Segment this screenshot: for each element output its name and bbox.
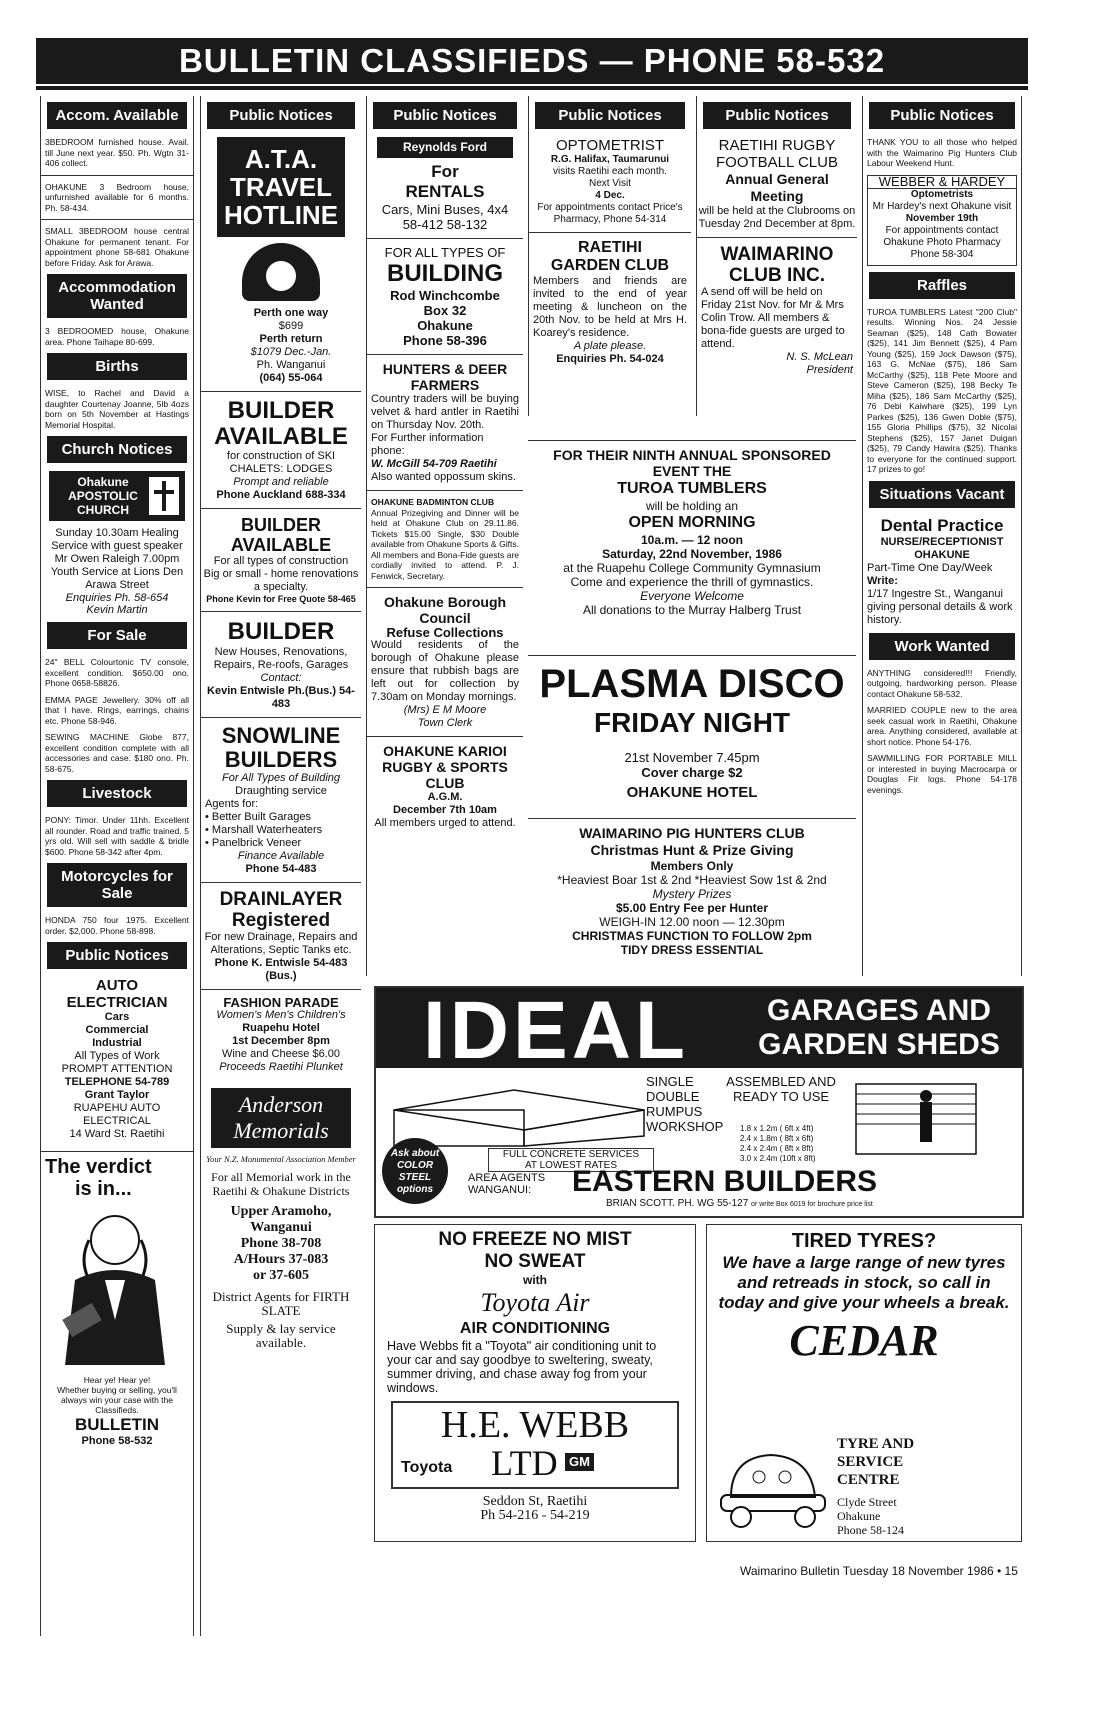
header-work-wanted: Work Wanted [869, 633, 1015, 660]
ad-accom-wanted: 3 BEDROOMED house, Ohakune area. Phone Taihape 80-699. [45, 326, 189, 347]
pig-line-7: WEIGH-IN 12.00 noon — 12.30pm [599, 915, 785, 929]
op-line-3: visits Raetihi each month. [553, 166, 667, 177]
hunters-ad [367, 361, 523, 484]
turoa-line-5: 10a.m. — 12 noon [640, 533, 744, 547]
ideal-workshop: WORKSHOP [646, 1119, 724, 1134]
webb-toyota: Toyota [401, 1459, 453, 1476]
ata-p2: $699 [278, 320, 304, 332]
hd-line-2: Country traders will be buying velvet & hard antler in Raetihi on Thursday Nov. 20th. [371, 393, 519, 431]
op-line-2: R.G. Halifax, Taumarunui [550, 154, 670, 165]
dp-line-6: 1/17 Ingestre St., Wanganui giving personal details & work history. [867, 587, 1013, 626]
rr-title: RAETIHI RUGBY FOOTBALL CLUB [716, 137, 838, 171]
ae-line-5: Industrial [92, 1037, 142, 1049]
wh-line-5: For appointments contact Ohakune Photo Pharmacy Phone 58-304 [883, 224, 1001, 260]
fp-line-2: Women's Men's Children's [216, 1009, 346, 1021]
ad-sale-3: SEWING MACHINE Globe 877, excellent condition complete with all accessories and case. $180 ono. Ph. 58-675. [45, 732, 189, 774]
ata-prices [221, 307, 361, 385]
header-situations-vacant: Situations Vacant [869, 481, 1015, 508]
sn-line-7: • Marshall Waterheaters [205, 824, 323, 836]
wh-line-4: November 19th [905, 212, 979, 224]
fashion-ad [201, 996, 361, 1074]
dp-line-4: Part-Time One Day/Week [867, 561, 993, 574]
pig-line-3: Members Only [650, 859, 734, 873]
fp-line-4: 1st December 8pm [232, 1035, 330, 1047]
turoa-ad [528, 440, 856, 617]
rf-line-2: For [431, 162, 459, 181]
b1-title-2: AVAILABLE [214, 423, 348, 450]
turoa-line-4: OPEN MORNING [628, 514, 756, 531]
size-3: 2.4 x 2.4m ( 8ft x 8ft) [740, 1144, 814, 1153]
area-agents: AREA AGENTS WANGANUI: [468, 1172, 546, 1196]
size-1: 1.8 x 1.2m ( 6ft x 4ft) [740, 1124, 814, 1133]
wc-sign-2: President [806, 364, 853, 376]
op-line-6: For appointments contact Price's Pharmacy, Phone 54-314 [537, 202, 683, 225]
plasma-ad [528, 655, 856, 801]
plasma-line-5: OHAKUNE HOTEL [626, 784, 758, 801]
sn-title-2: BUILDERS [224, 747, 338, 772]
column-5 [696, 96, 857, 416]
verdict-title-2: is in... [75, 1178, 132, 1200]
judge-illustration [45, 1200, 185, 1370]
webb-line-6: Have Webbs fit a "Toyota" air conditioning unit to your car and say goodbye to sweltering, sweaty, summer driving, and chase away fog from your windows. [387, 1339, 657, 1395]
header-public-notices-1: Public Notices [47, 942, 187, 969]
church-enquiries: Enquiries Ph. 58-654 [65, 592, 169, 604]
ok-line-3: December 7th 10am [393, 804, 497, 816]
ata-line-3: HOTLINE [223, 200, 339, 230]
ae-line-4: Commercial [85, 1024, 149, 1036]
dp-line-2: NURSE/RECEPTIONIST [880, 535, 1004, 548]
b1-line-3: for construction of SKI CHALETS: LODGES [226, 450, 336, 475]
pig-line-9: TIDY DRESS ESSENTIAL [620, 943, 764, 957]
am-line-4: For all Memorial work in the Raetihi & Ohakune Districts [211, 1170, 351, 1198]
builder-ad-3 [201, 618, 361, 711]
bd-line-4: Box 32 [423, 303, 467, 318]
turoa-line-10: All donations to the Murray Halberg Trust [582, 603, 802, 617]
header-births: Births [47, 353, 187, 380]
pig-line-2: Christmas Hunt & Prize Giving [590, 842, 794, 858]
turoa-line-1: FOR THEIR NINTH ANNUAL SPONSORED EVENT THE [553, 447, 831, 479]
drainlayer-ad [201, 889, 361, 983]
column-3 [366, 96, 523, 976]
ata-p1: Perth one way [253, 307, 329, 319]
dp-line-3: OHAKUNE [914, 548, 970, 561]
ideal-rumpus: RUMPUS [646, 1104, 703, 1119]
ae-line-8: TELEPHONE 54-789 [64, 1076, 170, 1088]
ata-p5: Ph. Wanganui [256, 359, 326, 371]
church-name-1: Ohakune [77, 475, 129, 489]
webb-address: Seddon St, Raetihi [482, 1494, 588, 1509]
sizes-list [740, 1124, 816, 1164]
ob-sign-2: Town Clerk [417, 717, 473, 729]
header-accom: Accom. Available [47, 102, 187, 129]
b2-line-3: For all types of construction [213, 555, 349, 567]
bd-line-5: Ohakune [417, 318, 473, 333]
header-public-notices-6: Public Notices [869, 102, 1015, 129]
hd-title: HUNTERS & DEER FARMERS [382, 361, 508, 393]
bd-line-1: FOR ALL TYPES OF [384, 245, 506, 260]
sn-line-4: Draughting service [235, 785, 327, 797]
ok-title: OHAKUNE KARIOI RUGBY & SPORTS CLUB [382, 743, 508, 791]
auto-electrician-ad [41, 977, 193, 1141]
sn-line-6: • Better Built Garages [205, 811, 311, 823]
sn-line-10: Phone 54-483 [245, 863, 317, 875]
assembled-block: ASSEMBLED AND READY TO USE [726, 1074, 836, 1104]
church-service: Sunday 10.30am Healing Service with guest speaker Mr Owen Raleigh 7.00pm Youth Service at Lions Den Arawa Street [50, 527, 184, 591]
builder-ad-1 [201, 398, 361, 502]
rf-line-4: Cars, Mini Buses, 4x4 [381, 202, 509, 217]
ideal-double: DOUBLE [646, 1089, 700, 1104]
cedar-phone: Phone 58-124 [837, 1523, 904, 1537]
cedar-address [837, 1495, 904, 1537]
builder-ad-2 [201, 515, 361, 605]
work-wanted-2: MARRIED COUPLE new to the area seek casual work in Raetihi, Ohakune area. Anything considered, available at short notice. Phone 54-176. [867, 705, 1017, 747]
gc-title-2: GARDEN CLUB [550, 257, 670, 274]
am-line-5: Upper Aramoho, Wanganui [230, 1204, 332, 1235]
b3-title: BUILDER [227, 618, 335, 645]
header-public-notices-4: Public Notices [535, 102, 685, 129]
brian-scott-phone: BRIAN SCOTT. PH. WG 55-127 [606, 1198, 749, 1209]
plasma-line-1: PLASMA DISCO [539, 662, 845, 706]
size-4: 3.0 x 2.4m (10ft x 8ft) [740, 1154, 816, 1163]
turoa-line-6: Saturday, 22nd November, 1986 [602, 547, 782, 561]
ok-line-2: A.G.M. [427, 791, 463, 803]
wc-sign-1: N. S. McLean [786, 351, 853, 363]
b2-title-2: AVAILABLE [230, 535, 332, 555]
ideal-garages: GARAGES AND [767, 994, 991, 1027]
verdict-bulletin: BULLETIN [74, 1415, 160, 1434]
badminton-text: Annual Prizegiving and Dinner will be held at Ohakune Club on 29.11.86. Tickets $15.00 Single, $30 Double available from Ohakune Sports & Gifts. All members and Bona-Fide guests are cordially invited to attend. P. J. Fenwick, Secretary. [371, 507, 519, 581]
header-motorcycles: Motorcycles for Sale [47, 863, 187, 907]
header-public-notices-2: Public Notices [207, 102, 355, 129]
rr-text: will be held at the Clubrooms on Tuesday 2nd December at 8pm. [698, 205, 856, 230]
column-4 [528, 96, 691, 416]
b2-line-5: Phone Kevin for Free Quote 58-465 [206, 594, 356, 604]
ideal-logo: IDEAL [376, 988, 736, 1068]
column-1 [40, 96, 194, 1636]
ata-logo [217, 137, 345, 237]
reynolds-ad [367, 137, 523, 232]
verdict-ad [41, 1151, 193, 1451]
am-title-1: Anderson [238, 1092, 324, 1117]
ideal-single: SINGLE [646, 1074, 694, 1089]
dp-title: Dental Practice [880, 515, 1004, 535]
plasma-line-2: FRIDAY NIGHT [593, 707, 791, 738]
ae-line-3: Cars [104, 1011, 130, 1023]
ad-birth: WISE, to Rachel and David a daughter Courtenay Joanne, 5lb 4ozs born on 5th November at Hastings Memorial Hospital. [45, 388, 189, 430]
borough-ad [367, 594, 523, 730]
ata-p3: Perth return [259, 333, 323, 345]
rf-line-5: 58-412 58-132 [402, 217, 488, 232]
optometrist-ad [529, 137, 691, 226]
pig-line-6: $5.00 Entry Fee per Hunter [615, 901, 769, 915]
webb-line-1: NO FREEZE NO MIST [438, 1229, 632, 1250]
pig-line-5: Mystery Prizes [652, 887, 732, 901]
header-church: Church Notices [47, 436, 187, 463]
am-line-9: District Agents for FIRTH SLATE [212, 1289, 350, 1318]
cedar-logo: CEDAR [789, 1316, 939, 1365]
webb-line-2: NO SWEAT [484, 1251, 586, 1272]
karioi-ad [367, 743, 523, 830]
sn-line-5: Agents for: [205, 798, 259, 810]
cross-icon [149, 477, 179, 515]
ad-accom-2: OHAKUNE 3 Bedroom house, unfurnished available for 6 months. Ph. 58-434. [45, 181, 189, 213]
turoa-line-8: Come and experience the thrill of gymnastics. [570, 575, 814, 589]
church-logo [49, 471, 185, 521]
cedar-ad [706, 1224, 1022, 1542]
phone-icon [242, 243, 320, 301]
sn-line-3: For All Types of Building [222, 772, 340, 784]
ata-line-1: A.T.A. [244, 144, 318, 174]
dp-line-5: Write: [867, 574, 898, 587]
wc-title: WAIMARINO CLUB INC. [720, 244, 834, 286]
verdict-phone: Phone 58-532 [81, 1435, 153, 1447]
turoa-line-3: will be holding an [645, 499, 739, 513]
webb-phone: Ph 54-216 - 54-219 [480, 1508, 590, 1523]
am-line-6: Phone 38-708 [240, 1236, 322, 1251]
dr-title: DRAINLAYER [219, 889, 343, 910]
hd-line-3: For Further information phone: [371, 432, 484, 457]
ideal-sheds: GARDEN SHEDS [758, 1028, 1000, 1061]
cedar-town: Ohakune [837, 1509, 881, 1523]
webb-ltd: LTD [491, 1443, 558, 1483]
shed-types [646, 1074, 723, 1134]
ob-title: Ohakune Borough Council [383, 594, 507, 626]
bd-line-2: BUILDING [387, 260, 503, 287]
hd-line-5: Also wanted oppossum skins. [371, 471, 516, 483]
ae-line-10: RUAPEHU AUTO [73, 1102, 161, 1114]
hd-line-4: W. McGill 54-709 Raetihi [371, 458, 497, 470]
car-illustration [711, 1437, 831, 1529]
garden-club-ad [529, 239, 691, 366]
webb-logo [391, 1401, 679, 1489]
op-line-4: Next Visit [588, 178, 632, 189]
ae-line-11: ELECTRICAL [83, 1115, 151, 1127]
anderson-ad [201, 1088, 361, 1350]
ad-sale-2: EMMA PAGE Jewellery. 30% off all that I have. Rings, earrings, chains etc. Phone 58-946. [45, 694, 189, 726]
ad-motorcycle: HONDA 750 four 1975. Excellent order. $2,000. Phone 58-898. [45, 915, 189, 936]
header-livestock: Livestock [47, 780, 187, 807]
church-contact: Kevin Martin [86, 604, 148, 616]
badminton-title: OHAKUNE BADMINTON CLUB [371, 497, 495, 507]
raffle-results: TUROA TUMBLERS Latest "200 Club" results. Winning Nos. 24 Jessie Seaman ($25), 148 Cath Bowater ($25), 141 Jim Bennett ($25), 4 Pam Young ($25), 159 Jock Dawson ($75), 163 G. McNae ($75), 186 Sam McCarthy ($25), 118 Pete Moore and Steve Cameron ($25), 198 Becky Te Miha ($25), 186 Sam McCarthy ($25), 76 Debi Kaiwhare ($25), 199 Lyn Parkes ($25), 136 Gwen Doble ($75), 155 Gloria Phillips ($75), 32 Nicolai Stephens ($25), 157 Janet Duigan ($25), 79 Candy Hawira ($25). Thanks to everyone for the continued support. 17 prizes to go! [867, 306, 1017, 474]
pig-line-4: *Heaviest Boar 1st & 2nd *Heaviest Sow 1st & 2nd [557, 873, 827, 887]
work-wanted-3: SAWMILLING FOR PORTABLE MILL or interested in buying Macrocarpa or Douglas Fir logs. Phone 54-178 evenings. [867, 753, 1017, 795]
ad-sale-1: 24" BELL Colourtonic TV console, excellent condition. $650.00 ono. Phone 0658-58826. [45, 657, 189, 688]
header-for-sale: For Sale [47, 622, 187, 649]
webber-hardey-ad [867, 175, 1017, 266]
page-footer: Waimarino Bulletin Tuesday 18 November 1986 • 15 [740, 1564, 1018, 1578]
b2-title-1: BUILDER [241, 515, 321, 535]
sn-title-1: SNOWLINE [221, 723, 341, 748]
fp-title: FASHION PARADE [223, 995, 339, 1010]
church-name-2: APOSTOLIC [68, 489, 138, 503]
brochure-note: or write Box 6019 for brochure price list [751, 1201, 873, 1208]
am-line-7: A/Hours 37-083 [233, 1252, 329, 1267]
wh-line-3: Mr Hardey's next Ohakune visit [872, 200, 1012, 212]
b1-line-5: Phone Auckland 688-334 [216, 489, 346, 501]
gm-logo: GM [565, 1453, 594, 1471]
am-line-3: Your N.Z. Monumental Association Member [206, 1154, 356, 1164]
plasma-line-4: Cover charge $2 [641, 765, 743, 780]
ae-title-1: AUTO [95, 977, 139, 994]
ad-accom-3: SMALL 3BEDROOM house central Ohakune for permanent tenant. For appointment phone 58-681 Ohakune before Friday. Ask for Arawa. [45, 226, 189, 268]
cedar-street: Clyde Street [837, 1495, 897, 1509]
gc-title-1: RAETIHI [578, 239, 642, 256]
webb-ad [374, 1224, 696, 1542]
eastern-builders: EASTERN BUILDERS [572, 1165, 878, 1198]
rugby-club-ad [697, 137, 857, 231]
wc-text: A send off will be held on Friday 21st Nov. for Mr & Mrs Colin Trow. All members & bona-fide guests are urged to attend. [701, 286, 845, 350]
dental-ad [863, 516, 1021, 627]
b1-title-1: BUILDER [227, 397, 335, 424]
wh-title: WEBBER & HARDEY [868, 176, 1016, 189]
ae-title-2: ELECTRICIAN [66, 994, 168, 1011]
op-line-5: 4 Dec. [595, 190, 625, 201]
column-2 [200, 96, 361, 1636]
header-public-notices-5: Public Notices [703, 102, 851, 129]
reynolds-logo: Reynolds Ford [377, 137, 513, 158]
op-title: OPTOMETRIST [555, 137, 665, 154]
verdict-line-2: Whether buying or selling, you'll always win your case with the Classifieds. [57, 1385, 177, 1415]
gc-plate: A plate please. [573, 340, 647, 352]
ob-sub: Refuse Collections [386, 625, 504, 640]
colorsteel-badge: Ask about COLOR STEEL options [382, 1138, 448, 1204]
snowline-ad [201, 724, 361, 876]
bd-line-6: Phone 58-396 [403, 333, 487, 348]
b1-line-4: Prompt and reliable [233, 476, 329, 488]
column-6 [862, 96, 1022, 976]
work-wanted-1: ANYTHING considered!!! Friendly, outgoing, hardworking person. Please contact Ohakune 58-532. [867, 667, 1017, 699]
ideal-garages-ad [374, 986, 1024, 1218]
header-public-notices-3: Public Notices [373, 102, 517, 129]
brian-scott [606, 1198, 873, 1211]
building-ad [367, 245, 523, 348]
sn-line-8: • Panelbrick Veneer [205, 837, 302, 849]
ob-text: Would residents of the borough of Ohakune please ensure that rubbish bags are left out for collection by 7.30am on Monday mornings. [371, 639, 519, 703]
ae-line-12: 14 Ward St. Raetihi [69, 1128, 165, 1140]
plasma-line-3: 21st November 7.45pm [624, 750, 760, 765]
gc-enquiries: Enquiries Ph. 54-024 [556, 353, 664, 365]
header-raffles: Raffles [869, 272, 1015, 299]
am-title-2: Memorials [233, 1118, 329, 1143]
webb-name: H.E. WEBB [440, 1404, 630, 1446]
fp-line-6: Proceeds Raetihi Plunket [219, 1061, 343, 1073]
ae-line-7: PROMPT ATTENTION [61, 1063, 173, 1075]
thank-you-notice: THANK YOU to all those who helped with the Waimarino Pig Hunters Club Labour Weekend Hunt. [867, 137, 1017, 168]
verdict-line-1: Hear ye! Hear ye! [83, 1375, 151, 1385]
ok-line-4: All members urged to attend. [374, 817, 516, 829]
waimarino-club-ad [697, 244, 857, 377]
banner-rule [36, 86, 1028, 90]
cedar-title: TIRED TYRES? [791, 1230, 937, 1252]
size-2: 2.4 x 1.8m ( 8ft x 6ft) [740, 1134, 814, 1143]
turoa-line-2: TUROA TUMBLERS [617, 480, 767, 497]
toyota-air-logo: Toyota Air [480, 1288, 590, 1317]
turoa-line-9: Everyone Welcome [640, 589, 744, 603]
ata-line-2: TRAVEL [229, 172, 333, 202]
fp-line-3: Ruapehu Hotel [242, 1022, 320, 1034]
ob-sign-1: (Mrs) E M Moore [403, 704, 487, 716]
ata-p6: (064) 55-064 [259, 372, 323, 384]
webb-line-5: AIR CONDITIONING [459, 1320, 611, 1337]
sn-line-9: Finance Available [237, 850, 325, 862]
dr-sub: Registered [231, 910, 331, 931]
b3-line-3: Contact: [260, 672, 302, 684]
b3-line-4: Kevin Entwisle Ph.(Bus.) 54-483 [207, 685, 355, 710]
am-line-10: Supply & lay service available. [226, 1321, 336, 1350]
header-accom-wanted: Accommodation Wanted [47, 274, 187, 318]
dr-line-4: Phone K. Entwisle 54-483 (Bus.) [214, 957, 348, 982]
turoa-line-7: at the Ruapehu College Community Gymnasium [563, 561, 821, 575]
gc-text: Members and friends are invited to the end of year meeting & luncheon on the 20th Nov. to be held at Mrs H. Koarey's residence. [533, 275, 687, 339]
ad-accom-1: 3BEDROOM furnished house. Avail. till June next year. $50. Ph. Wgtn 31-406 collect. [45, 137, 189, 168]
ad-livestock: PONY: Timor. Under 11hh. Excellent all rounder. Road and traffic trained. 5 yrs old. Will sell with saddle & bridle $600. Phone 58-342 after 4pm. [45, 815, 189, 857]
cedar-service: TYRE AND SERVICE CENTRE [837, 1436, 915, 1488]
ae-line-9: Grant Taylor [84, 1089, 150, 1101]
banner: BULLETIN CLASSIFIEDS — PHONE 58-532 [36, 38, 1028, 84]
b3-line-2: New Houses, Renovations, Repairs, Re-roofs, Garages [213, 646, 349, 671]
pig-hunters-ad [528, 818, 856, 957]
rr-sub: Annual General Meeting [725, 171, 829, 204]
dr-line-3: For new Drainage, Repairs and Alterations, Septic Tanks etc. [204, 931, 358, 956]
pig-line-1: WAIMARINO PIG HUNTERS CLUB [579, 825, 805, 841]
b2-line-4: Big or small - home renovations a specialty. [203, 568, 359, 593]
wh-line-2: Optometrists [910, 188, 974, 200]
cedar-text: We have a large range of new tyres and retreads in stock, so call in today and give your wheels a break. [718, 1253, 1010, 1312]
verdict-title-1: The verdict [45, 1156, 152, 1178]
pig-line-8: CHRISTMAS FUNCTION TO FOLLOW 2pm [572, 929, 812, 943]
concrete-line-1: FULL CONCRETE SERVICES [502, 1149, 640, 1160]
rf-line-3: RENTALS [405, 182, 485, 201]
fp-line-5: Wine and Cheese $6.00 [221, 1048, 341, 1060]
bd-line-3: Rod Winchcombe [390, 288, 500, 303]
church-name-3: CHURCH [77, 503, 129, 517]
webb-line-3: with [523, 1273, 547, 1287]
shed-person-illustration [846, 1074, 1016, 1160]
ae-line-6: All Types of Work [74, 1050, 160, 1062]
ata-p4: $1079 Dec.-Jan. [250, 346, 332, 358]
concrete-line-2: AT LOWEST RATES [524, 1160, 618, 1171]
am-line-8: or 37-605 [252, 1268, 310, 1283]
